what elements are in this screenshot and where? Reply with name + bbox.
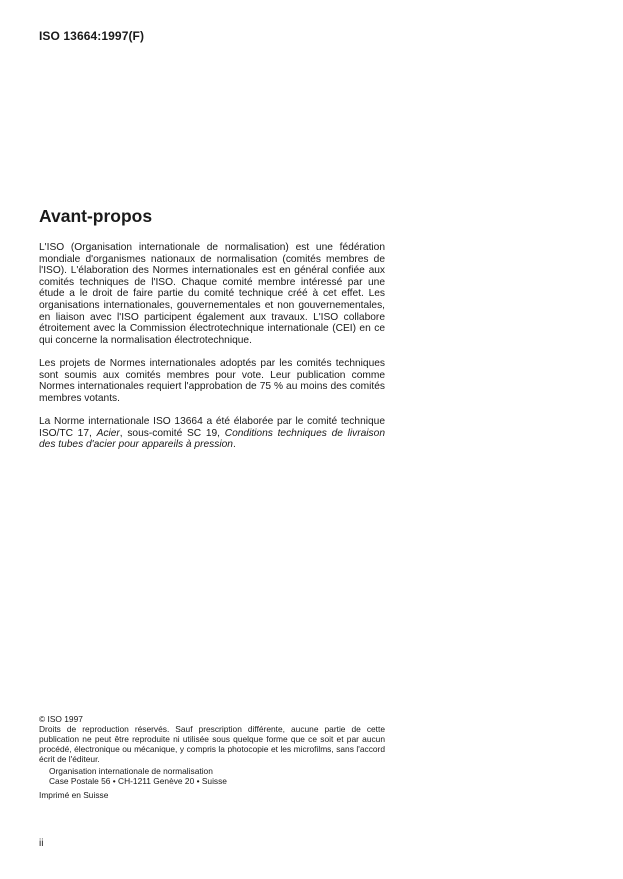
foreword-body xyxy=(39,242,385,451)
page-number: ii xyxy=(39,838,44,849)
document-id-header: ISO 13664:1997(F) xyxy=(39,29,145,43)
copyright-block xyxy=(39,714,385,800)
organization-name: Organisation internationale de normalisation xyxy=(49,766,213,776)
printed-in: Imprimé en Suisse xyxy=(39,790,109,800)
paragraph-voting: Les projets de Normes internationales adoptés par les comités techniques sont soumis aux comités membres pour vote. Leur publication comme Normes internationales requiert l'approbation de 75 % au moins des comités membres votants. xyxy=(39,357,385,404)
paragraph-committee xyxy=(39,416,385,451)
paragraph-committee-text-a: La Norme internationale ISO 13664 a été élaborée par le comité technique ISO/TC 17, xyxy=(39,415,385,439)
page-title: Avant-propos xyxy=(39,206,153,226)
committee-subject: Acier xyxy=(96,427,120,439)
copyright-line: © ISO 1997 xyxy=(39,714,83,724)
copyright-notice: Droits de reproduction réservés. Sauf prescription différente, aucune partie de cette publication ne peut être reproduite ni utilisée sous quelque forme que ce soit et par aucun procédé, électronique ou mécanique, y compris la photocopie et les microfilms, sans l'accord écrit de l'éditeur. xyxy=(39,724,385,764)
paragraph-committee-text-e: . xyxy=(232,439,236,451)
subcommittee-subject: Conditions techniques de livraison des tubes d'acier pour appareils à pression xyxy=(39,427,385,451)
organization-address: Case Postale 56 • CH-1211 Genève 20 • Suisse xyxy=(49,776,227,786)
paragraph-intro: L'ISO (Organisation internationale de normalisation) est une fédération mondiale d'organismes nationaux de normalisation (comités membres de l'ISO). L'élaboration des Normes internationales est en général confiée aux comités techniques de l'ISO. Chaque comité membre intéressé par une étude a le droit de faire partie du comité technique créé à cet effet. Les organisations internationales, gouvernementales et non gouvernementales, en liaison avec l'ISO participent également aux travaux. L'ISO collabore étroitement avec la Commission électrotechnique internationale (CEI) en ce qui concerne la normalisation électrotechnique. xyxy=(39,242,385,346)
paragraph-committee-text-c: , sous-comité SC 19, xyxy=(119,427,225,439)
